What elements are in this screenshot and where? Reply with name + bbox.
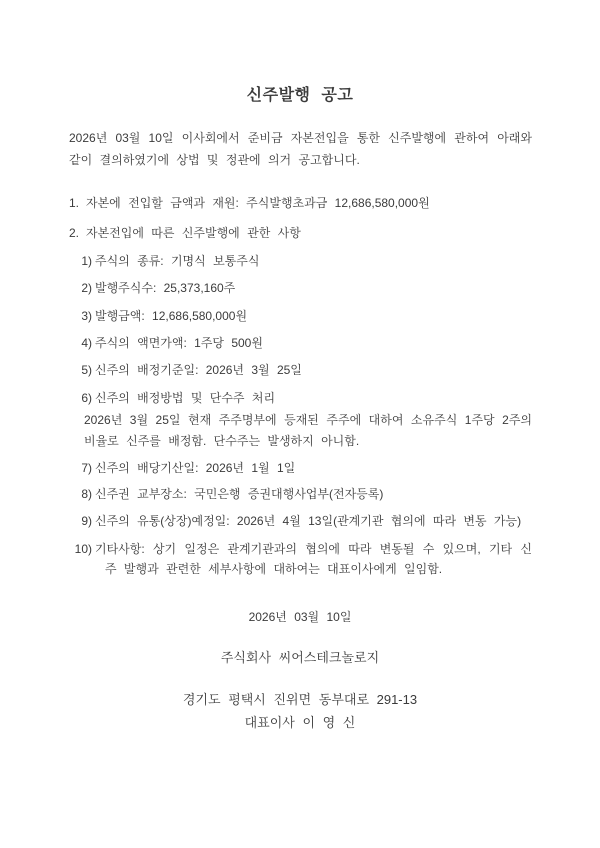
sub-item-9 — [69, 510, 532, 532]
sub-item-text: 신주의 유통(상장)예정일: 2026년 4월 13일(관계기관 협의에 따라 변동 가능) — [95, 514, 522, 528]
sub-item-number: 10) — [74, 542, 92, 556]
sub-item-text: 주식의 액면가액: 1주당 500원 — [95, 336, 263, 350]
company-name: 주식회사 씨어스테크놀로지 — [220, 650, 380, 665]
sub-item-2 — [69, 277, 532, 299]
sub-item-number: 4) — [81, 336, 92, 350]
sub-item-number: 9) — [81, 514, 92, 528]
sub-item-number: 7) — [81, 461, 92, 475]
list-item-2 — [69, 222, 532, 244]
sub-item-text: 신주권 교부장소: 국민은행 증권대행사업부(전자등록) — [95, 487, 384, 501]
allocation-note: 2026년 3월 25일 현재 주주명부에 등재된 주주에 대하여 소유주식 1주당 2주의 비율로 신주를 배정함. 단수주는 발생하지 아니함. — [84, 413, 533, 448]
sub-item-4 — [69, 332, 532, 354]
sub-item-5 — [69, 359, 532, 381]
sub-item-number: 1) — [81, 254, 92, 268]
sub-item-text: 기타사항: 상기 일정은 관계기관과의 협의에 따라 변동될 수 있으며, 기타 신주 발행과 관련한 세부사항에 대하여는 대표이사에게 일임함. — [95, 542, 532, 576]
sub-item-number: 8) — [81, 487, 92, 501]
sub-item-text: 주식의 종류: 기명식 보통주식 — [95, 254, 260, 268]
sub-item-text: 신주의 배당기산일: 2026년 1월 1일 — [95, 461, 296, 475]
intro-paragraph: 2026년 03월 10일 이사회에서 준비금 자본전입을 통한 신주발행에 관하여 아래와 같이 결의하였기에 상법 및 정관에 의거 공고합니다. — [69, 131, 532, 167]
sub-item-text: 발행주식수: 25,373,160주 — [95, 281, 236, 295]
sub-item-number: 6) — [81, 391, 92, 405]
document-title: 신주발행 공고 — [246, 87, 354, 104]
sub-item-3 — [69, 305, 532, 327]
sub-item-number: 2) — [81, 281, 92, 295]
sub-item-number: 5) — [81, 363, 92, 377]
sub-item-7 — [69, 457, 532, 479]
list-item-number: 2. — [69, 226, 80, 240]
list-item-text: 자본에 전입할 금액과 재원: 주식발행초과금 12,686,580,000원 — [86, 196, 430, 210]
sub-item-text: 신주의 배정기준일: 2026년 3월 25일 — [95, 363, 302, 377]
company-address: 경기도 평택시 진위면 동부대로 291-13 — [182, 692, 418, 707]
list-item-number: 1. — [69, 196, 80, 210]
sub-item-text: 신주의 배정방법 및 단수주 처리 — [95, 391, 276, 405]
sub-item-number: 3) — [81, 309, 92, 323]
sub-item-text: 발행금액: 12,686,580,000원 — [95, 309, 248, 323]
ceo-name: 대표이사 이 영 신 — [244, 715, 356, 730]
sub-item-8 — [69, 483, 532, 505]
sub-item-10 — [69, 539, 532, 579]
list-item-1 — [69, 192, 532, 214]
notice-date: 2026년 03월 10일 — [248, 610, 352, 624]
list-item-text: 자본전입에 따른 신주발행에 관한 사항 — [86, 226, 301, 240]
sub-item-1 — [69, 250, 532, 272]
sub-item-6 — [69, 387, 532, 409]
